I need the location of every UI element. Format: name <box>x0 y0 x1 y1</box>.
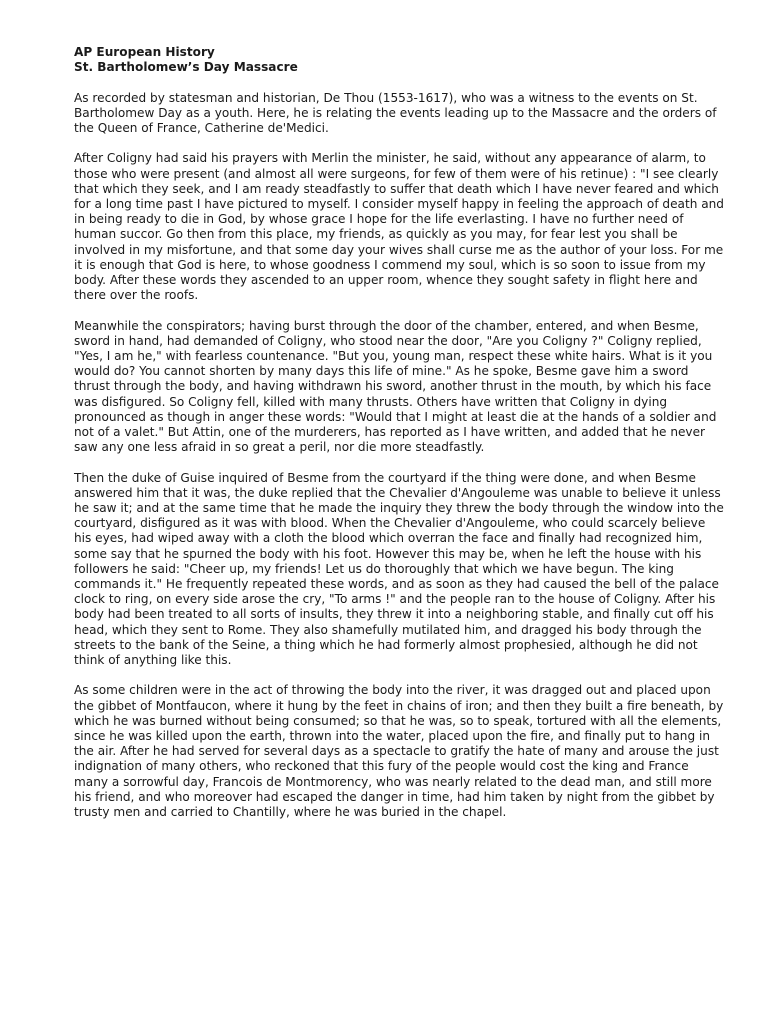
course-title: AP European History <box>74 45 215 59</box>
paragraph-intro: As recorded by statesman and historian, De Thou (1553-1617), who was a witness to the events on St. Bartholomew Day as a youth. Here, he is relating the events leading up to the Massacre and the orders of the Queen of France, Catherine de'Medici. <box>74 90 717 135</box>
paragraph-montfaucon: As some children were in the act of throwing the body into the river, it was dragged out and placed upon the gibbet of Montfaucon, where it hung by the feet in chains of iron; and then they built a fire beneath, by which he was burned without being consumed; so that he was, so to speak, tortured with all the elements, since he was killed upon the earth, thrown into the water, placed upon the fire, and finally put to hang in the air. After he had served for several days as a spectacle to gratify the hate of many and arouse the just indignation of many others, who reckoned that this fury of the people would cost the king and France many a sorrowful day, Francois de Montmorency, who was nearly related to the dead man, and still more his friend, and who moreover had escaped the danger in time, had him taken by night from the gibbet by trusty men and carried to Chantilly, where he was buried in the chapel. <box>74 683 724 820</box>
paragraph-conspirators: Meanwhile the conspirators; having burst through the door of the chamber, entered, and when Besme, sword in hand, had demanded of Coligny, who stood near the door, "Are you Coligny ?" Coligny replied, "Yes, I am he," with fearless countenance. "But you, young man, respect these white hairs. What is it you would do? You cannot shorten by many days this life of mine." As he spoke, Besme gave him a sword thrust through the body, and having withdrawn his sword, another thrust in the mouth, by which his face was disfigured. So Coligny fell, killed with many thrusts. Others have written that Coligny in dying pronounced as though in anger these words: "Would that I might at least die at the hands of a soldier and not of a valet." But Attin, one of the murderers, has reported as I have written, and added that he never saw any one less afraid in so great a peril, nor die more steadfastly. <box>74 318 717 455</box>
paragraph-duke-of-guise: Then the duke of Guise inquired of Besme from the courtyard if the thing were done, and when Besme answered him that it was, the duke replied that the Chevalier d'Angouleme was unable to believe it unless he saw it; and at the same time that he made the inquiry they threw the body through the window into the courtyard, disfigured as it was with blood. When the Chevalier d'Angouleme, who could scarcely believe his eyes, had wiped away with a cloth the blood which overran the face and finally had recognized him, some say that he spurned the body with his foot. However this may be, when he left the house with his followers he said: "Cheer up, my friends! Let us do thoroughly that which we have begun. The king commands it." He frequently repeated these words, and as soon as they had caused the bell of the palace clock to ring, on every side arose the cry, "To arms !" and the people ran to the house of Coligny. After his body had been treated to all sorts of insults, they threw it into a neighboring stable, and finally cut off his head, which they sent to Rome. They also shamefully mutilated him, and dragged his body through the streets to the bank of the Seine, a thing which he had formerly almost prophesied, although he did not think of anything like this. <box>74 470 724 668</box>
paragraph-coligny-prayers: After Coligny had said his prayers with Merlin the minister, he said, without any appearance of alarm, to those who were present (and almost all were surgeons, for few of them were of his retinue) : "I see clearly that which they seek, and I am ready steadfastly to suffer that death which I have never feared and which for a long time past I have pictured to myself. I consider myself happy in feeling the approach of death and in being ready to die in God, by whose grace I hope for the life everlasting. I have no further need of human succor. Go then from this place, my friends, as quickly as you may, for fear lest you shall be involved in my misfortune, and that some day your wives shall curse me as the author of your loss. For me it is enough that God is here, to whose goodness I commend my soul, which is so soon to issue from my body. After these words they ascended to an upper room, whence they sought safety in flight here and there over the roofs. <box>74 151 724 303</box>
document-page <box>74 45 724 820</box>
document-title: St. Bartholomew’s Day Massacre <box>74 60 298 75</box>
